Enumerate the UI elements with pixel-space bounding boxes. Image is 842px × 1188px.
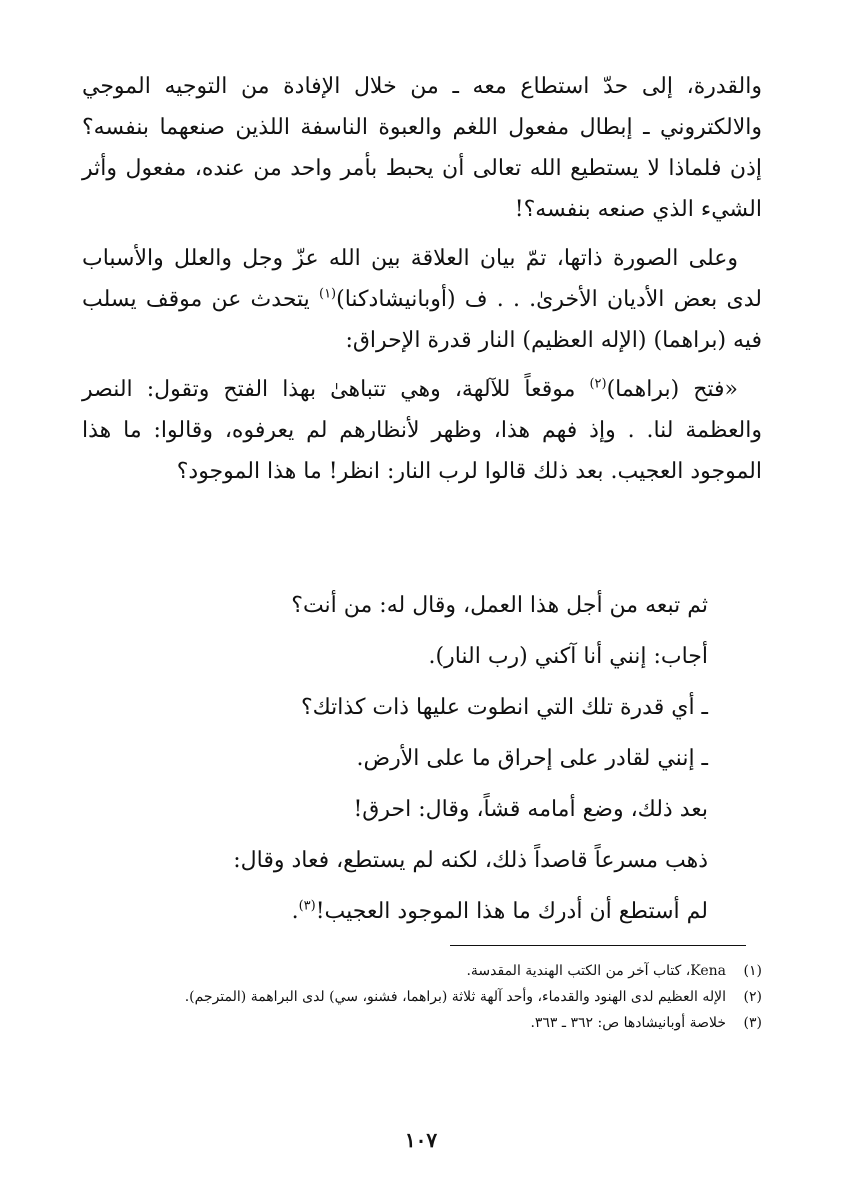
paragraph-2-text: وعلى الصورة ذاتها، تمّ بيان العلاقة بين الله عزّ وجل والعلل والأسباب لدى بعض الأديان الأخرىٰ. . . ف (أوبانيشادكنا) (82, 246, 762, 312)
dialogue-line: ـ إنني لقادر على إحراق ما على الأرض. (356, 746, 708, 771)
footnote-number: (٣) (743, 1015, 762, 1031)
footnote-2 (78, 986, 762, 1009)
main-text (82, 66, 762, 500)
page-number: ١٠٧ (404, 1128, 438, 1152)
paragraph-2 (82, 238, 762, 361)
dialogue-line: بعد ذلك، وضع أمامه قشاً، وقال: احرق! (353, 797, 708, 822)
footnote-text: خلاصة أوبانيشادها ص: ٣٦٢ ـ ٣٦٣. (530, 1015, 726, 1031)
footnotes (78, 960, 762, 1038)
paragraph-1-text: والقدرة، إلى حدّ استطاع معه ـ من خلال الإفادة من التوجيه الموجي والالكتروني ـ إبطال مفعول اللغم والعبوة الناسفة اللذين صنعهما بنفسه؟ إذن فلماذا لا يستطيع الله تعالى أن يحبط بأمر واحد من عنده، مفعول وأثر الشيء الذي صنعه بنفسه؟! (82, 74, 762, 222)
dialogue-line: ـ أي قدرة تلك التي انطوت عليها ذات كذاتك؟ (300, 695, 708, 720)
dialogue-line: ثم تبعه من أجل هذا العمل، وقال له: من أنت؟ (291, 593, 708, 618)
footnote-number: (١) (743, 963, 762, 979)
footnote-ref-1: (١) (318, 286, 337, 302)
paragraph-3-text: موقعاً للآلهة، وهي تتباهىٰ بهذا الفتح وتقول: النصر والعظمة لنا. . وإذ فهم هذا، وظهر لأنظارهم لم يعرفوه، وقالوا: ما هذا الموجود العجيب. بعد ذلك قالوا لرب النار: انظر! ما هذا الموجود؟ (82, 377, 762, 484)
dialogue-line-last (148, 886, 708, 937)
paragraph-3-start: «فتح (براهما) (606, 377, 739, 402)
footnote-separator (450, 945, 746, 946)
footnote-text: Kena، كتاب آخر من الكتب الهندية المقدسة. (466, 963, 726, 979)
footnote-text: الإله العظيم لدى الهنود والقدماء، وأحد آلهة ثلاثة (براهما، فشنو، سي) لدى البراهمة (المترجم). (184, 989, 726, 1005)
paragraph-1 (82, 66, 762, 230)
dialogue-line: ذهب مسرعاً قاصداً ذلك، لكنه لم يستطع، فعاد وقال: (233, 848, 708, 873)
footnote-number: (٢) (743, 989, 762, 1005)
footnote-ref-2: (٢) (589, 376, 607, 392)
footnote-3 (78, 1012, 762, 1035)
footnote-ref-3: (٣) (298, 898, 316, 914)
quoted-dialogue (148, 580, 708, 937)
paragraph-3 (82, 369, 762, 492)
footnote-1 (78, 960, 762, 983)
dialogue-last-text: لم أستطع أن أدرك ما هذا الموجود العجيب! (315, 899, 708, 924)
dialogue-line: أجاب: إنني أنا آكني (رب النار). (428, 644, 708, 669)
paragraph-2-tail: يتحدث عن موقف يسلب فيه (براهما) (الإله العظيم) النار قدرة الإحراق: (82, 287, 762, 353)
dialogue-end-mark: . (291, 899, 299, 924)
